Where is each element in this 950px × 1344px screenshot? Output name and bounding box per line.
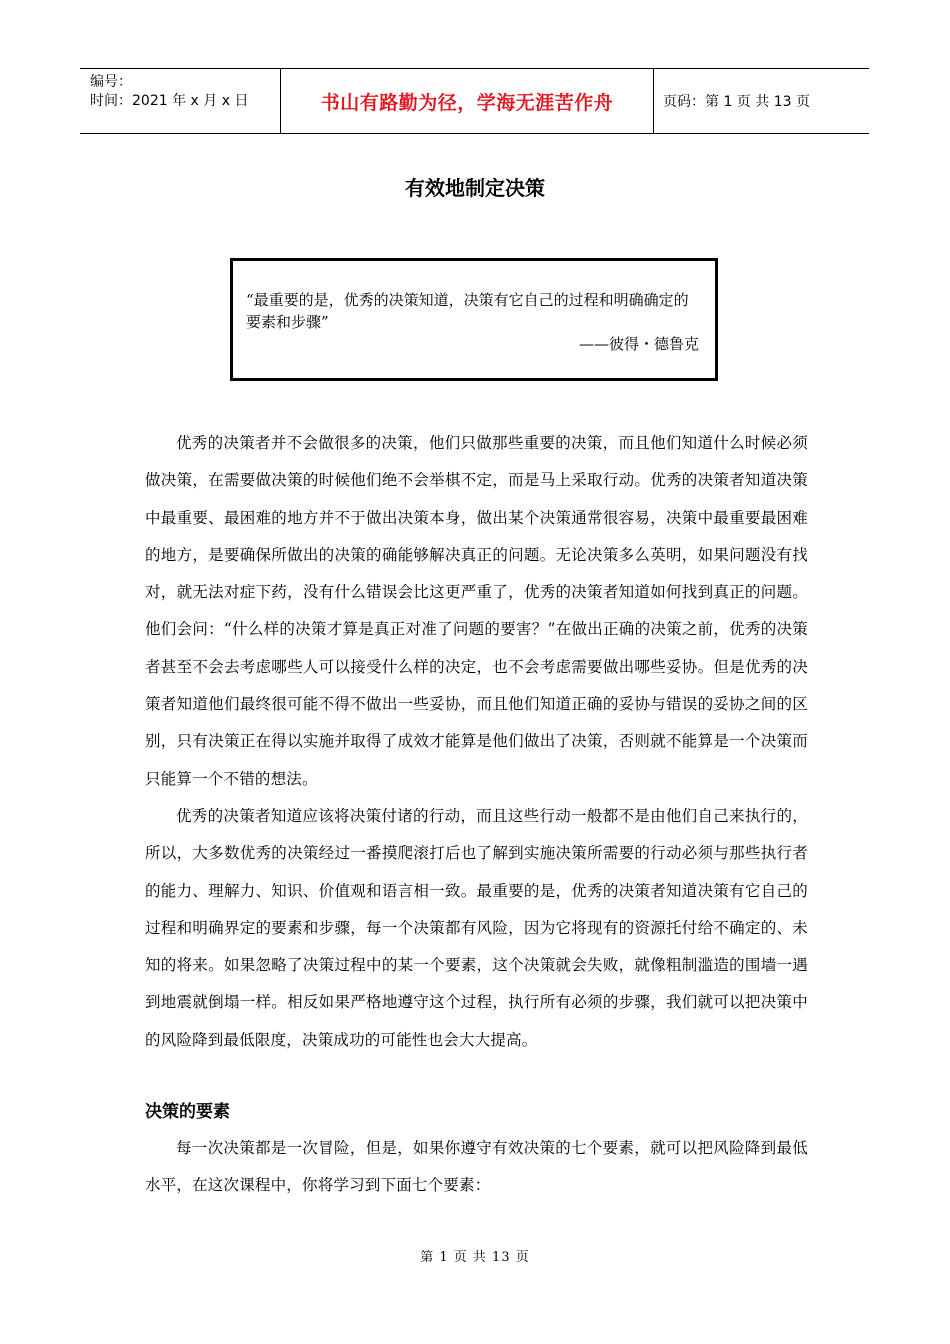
quote-author: ——彼得・德鲁克 — [578, 335, 699, 353]
header-page-cell — [654, 69, 869, 133]
paragraph-text: 每一次决策都是一次冒险，但是，如果你遵守有效决策的七个要素，就可以把风险降到最低水平，在这次课程中，你将学习到下面七个要素： — [145, 1139, 808, 1195]
header-motto: 书山有路勤为径，学海无涯苦作舟 — [320, 91, 614, 114]
body-paragraph-1 — [145, 425, 808, 798]
document-title: 有效地制定决策 — [405, 176, 545, 200]
body-paragraph-2 — [145, 798, 808, 1059]
page-footer: 第 1 页 共 13 页 — [420, 1250, 530, 1265]
quote-text: “最重要的是，优秀的决策知道，决策有它自己的过程和明确确定的要素和步骤” — [246, 291, 689, 331]
paragraph-text: 优秀的决策者并不会做很多的决策，他们只做那些重要的决策，而且他们知道什么时候必须做决策，在需要做决策的时候他们绝不会举棋不定，而是马上采取行动。优秀的决策者知道决策中最重要、最困难的地方并不于做出决策本身，做出某个决策通常很容易，决策中最重要最困难的地方，是要确保所做出的决策的确能够解决真正的问题。无论决策多么英明，如果问题没有找对，就无法对症下药，没有什么错误会比这更严重了，优秀的决策者知道如何找到真正的问题。他们会问：“什么样的决策才算是真正对准了问题的要害？”在做出正确的决策之前，优秀的决策者甚至不会去考虑哪些人可以接受什么样的决定，也不会考虑需要做出哪些妥协。但是优秀的决策者知道他们最终很可能不得不做出一些妥协，而且他们知道正确的妥协与错误的妥协之间的区别，只有决策正在得以实施并取得了成效才能算是他们做出了决策，否则就不能算是一个决策而只能算一个不错的想法。 — [145, 434, 808, 788]
quote-box — [230, 258, 718, 381]
header-meta-cell — [80, 69, 280, 133]
header-table — [80, 68, 869, 134]
document-number-label: 编号： — [90, 74, 132, 90]
paragraph-text: 优秀的决策者知道应该将决策付诸的行动，而且这些行动一般都不是由他们自己来执行的，所以，大多数优秀的决策经过一番摸爬滚打后也了解到实施决策所需要的行动必须与那些执行者的能力、理解力、知识、价值观和语言相一致。最重要的是，优秀的决策者知道决策有它自己的过程和明确界定的要素和步骤，每一个决策都有风险，因为它将现有的资源托付给不确定的、未知的将来。如果忽略了决策过程中的某一个要素，这个决策就会失败，就像粗制滥造的围墙一遇到地震就倒塌一样。相反如果严格地遵守这个过程，执行所有必须的步骤，我们就可以把决策中的风险降到最低限度，决策成功的可能性也会大大提高。 — [145, 807, 808, 1049]
header-motto-cell — [280, 69, 654, 133]
document-time-label: 时间：2021 年 x 月 x 日 — [90, 93, 249, 109]
section-heading: 决策的要素 — [145, 1102, 230, 1122]
header-page-info: 页码：第 1 页 共 13 页 — [663, 94, 810, 110]
section-paragraph — [145, 1130, 808, 1205]
